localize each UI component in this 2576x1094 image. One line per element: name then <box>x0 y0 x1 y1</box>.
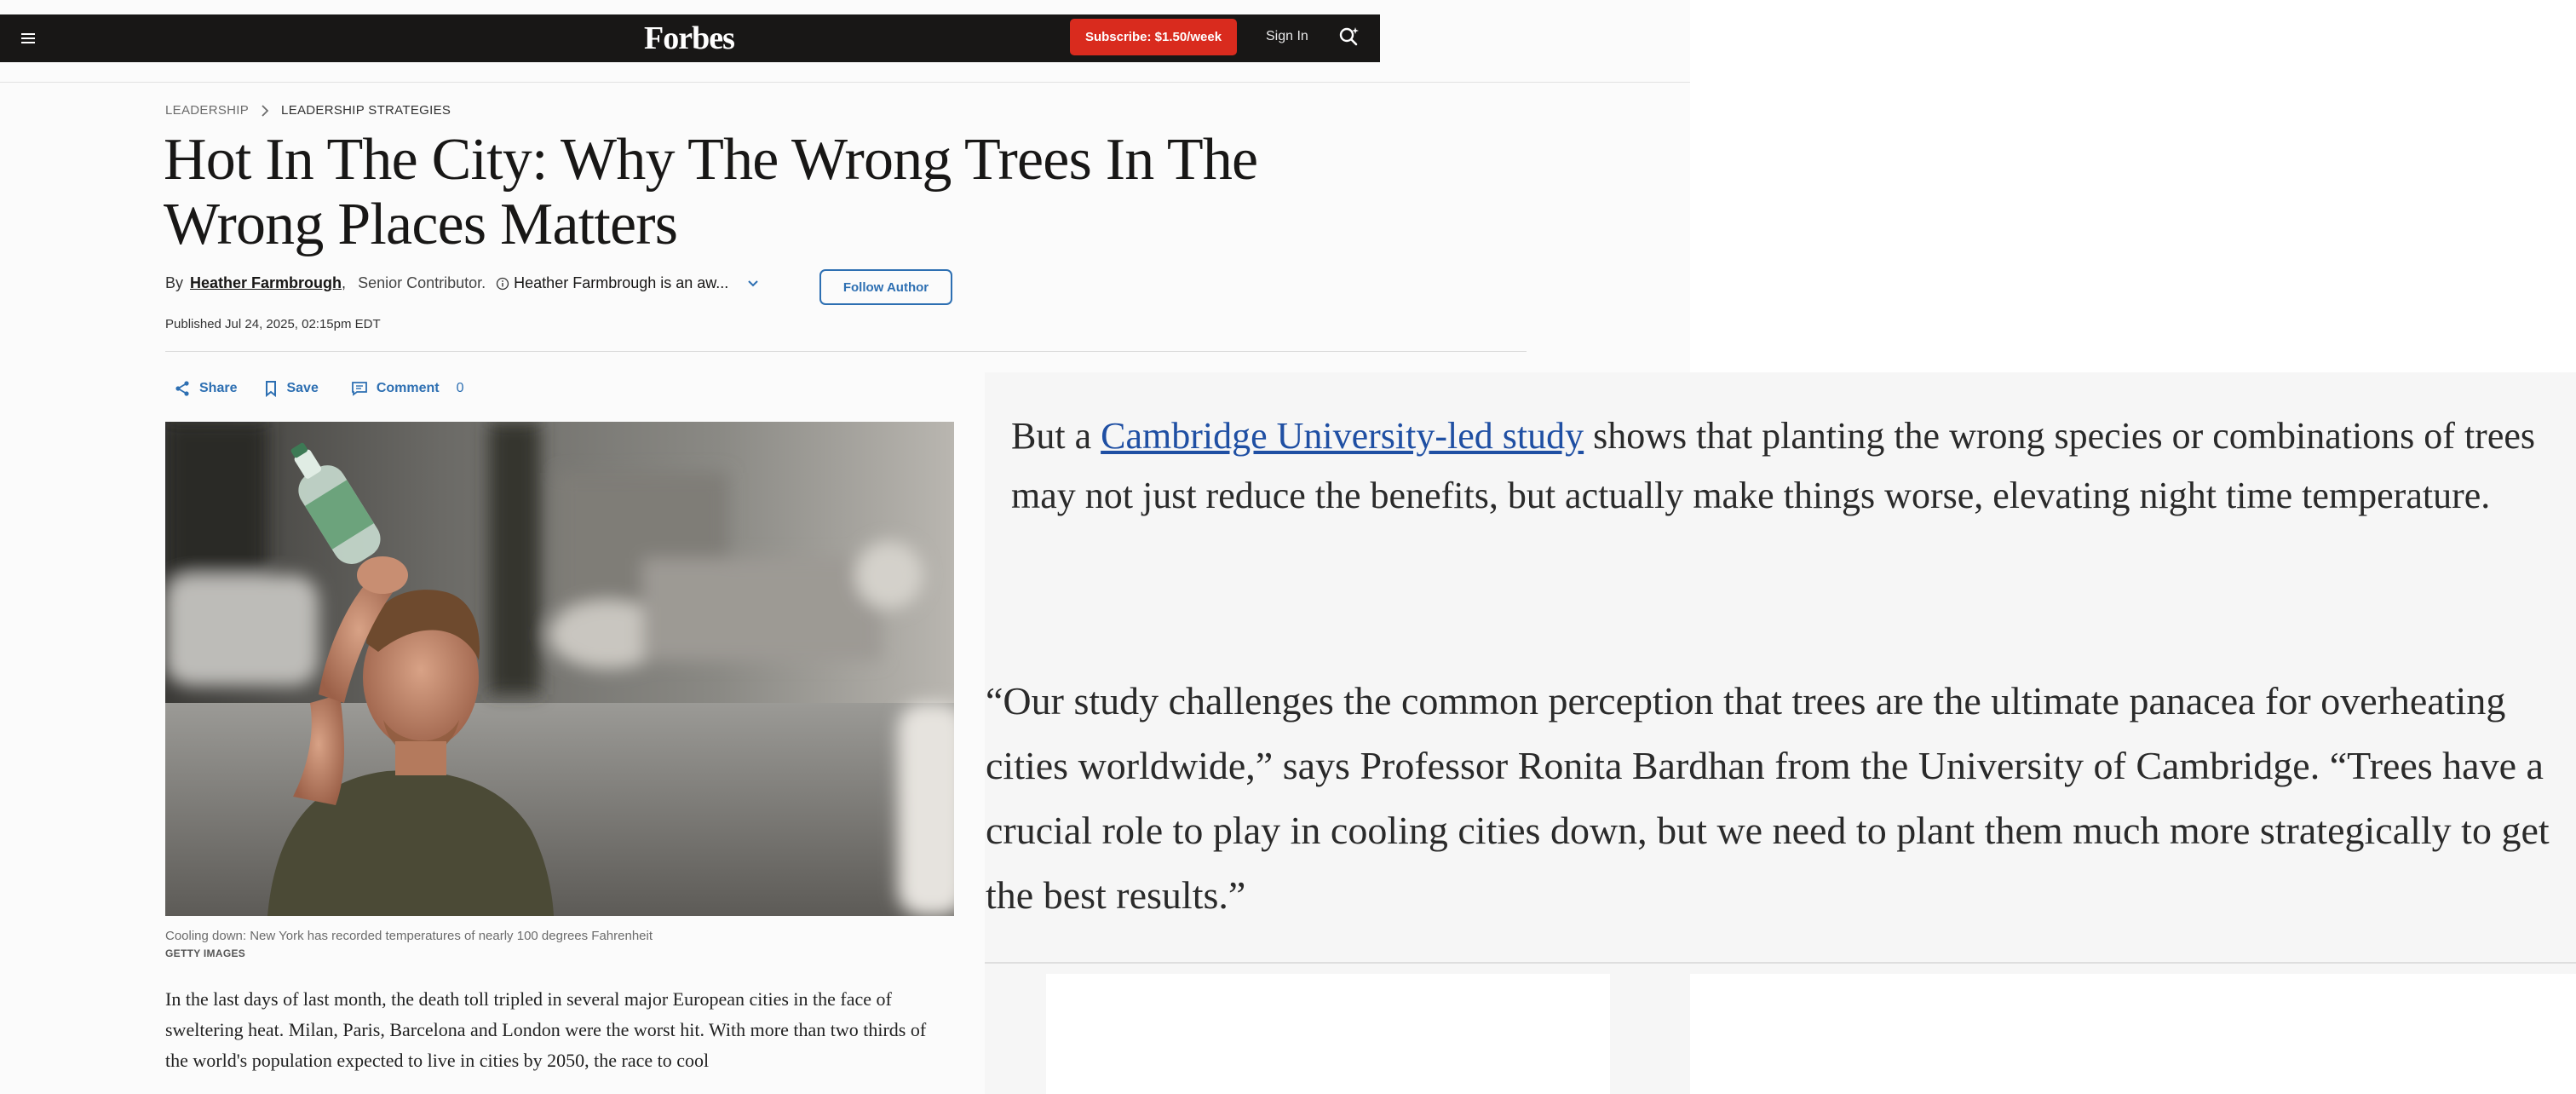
hero-image <box>165 422 954 916</box>
author-bio: Heather Farmbrough is an aw... <box>514 274 729 291</box>
chevron-right-icon <box>261 105 269 117</box>
author-link[interactable]: Heather Farmbrough <box>190 274 342 291</box>
meta-divider <box>165 351 1527 352</box>
article-title: Hot In The City: Why The Wrong Trees In The Wrong Places Matters <box>164 127 1258 257</box>
top-navigation-bar <box>0 14 1380 62</box>
comment-label: Comment <box>376 381 440 395</box>
author-role: Senior Contributor. <box>358 274 486 291</box>
published-date: Published Jul 24, 2025, 02:15pm EDT <box>165 317 381 331</box>
image-caption: Cooling down: New York has recorded temperatures of nearly 100 degrees Fahrenheit <box>165 929 653 943</box>
byline-prefix: By <box>165 274 184 291</box>
zoomed-paragraph-prefix: But a <box>1011 415 1101 457</box>
cambridge-study-link[interactable]: Cambridge University-led study <box>1101 415 1584 457</box>
sign-in-link[interactable]: Sign In <box>1266 29 1308 43</box>
comment-count: 0 <box>456 381 464 395</box>
byline-comma: , <box>342 274 347 291</box>
byline <box>165 274 759 292</box>
article-body-paragraph: In the last days of last month, the death toll tripled in several major European cities in the face of sweltering heat. Milan, Paris, Barcelona and London were the worst hit. With more than two thirds of the world's population expected to live in cities by 2050, the race to cool <box>165 988 927 1071</box>
info-icon <box>496 277 509 291</box>
breadcrumb-leadership[interactable]: LEADERSHIP <box>165 103 250 118</box>
follow-author-button[interactable]: Follow Author <box>819 269 952 305</box>
share-label: Share <box>199 381 238 395</box>
zoomed-quote: “Our study challenges the common perception that trees are the ultimate panacea for overheating cities worldwide,” says Professor Ronita Bardhan from the University of Cambridge. “Trees have a crucial role to play in cooling cities down, but we need to plant them much more strategically to get the best results.” <box>986 679 2550 917</box>
zoomed-divider <box>985 962 2576 964</box>
zoomed-paragraph <box>1011 406 2553 526</box>
breadcrumb-leadership-strategies[interactable]: LEADERSHIP STRATEGIES <box>281 103 451 118</box>
hero-photo-illustration <box>165 422 954 916</box>
zoomed-article-excerpt <box>985 372 2576 1094</box>
zoomed-paragraph-suffix: shows that planting the wrong species or combinations of trees may not just reduce the benefits, but actually make things worse, elevating night time temperature. <box>1011 415 2536 516</box>
ad-placeholder <box>1046 974 1610 1094</box>
save-label: Save <box>286 381 319 395</box>
save-button[interactable] <box>264 380 318 397</box>
bookmark-icon <box>264 380 278 397</box>
share-button[interactable] <box>174 380 237 397</box>
breadcrumb <box>165 103 451 118</box>
comment-button[interactable] <box>351 380 464 397</box>
article-actions <box>174 380 464 397</box>
chevron-down-icon[interactable] <box>747 279 759 288</box>
forbes-logo[interactable]: Forbes <box>644 20 734 56</box>
header-divider <box>0 82 1690 83</box>
menu-icon[interactable] <box>19 29 37 48</box>
share-icon <box>174 380 191 397</box>
subscribe-button[interactable]: Subscribe: $1.50/week <box>1070 19 1237 55</box>
image-credit: GETTY IMAGES <box>165 947 246 959</box>
ad-placeholder <box>1690 974 2576 1094</box>
comment-icon <box>351 380 368 397</box>
search-icon[interactable] <box>1337 25 1361 49</box>
